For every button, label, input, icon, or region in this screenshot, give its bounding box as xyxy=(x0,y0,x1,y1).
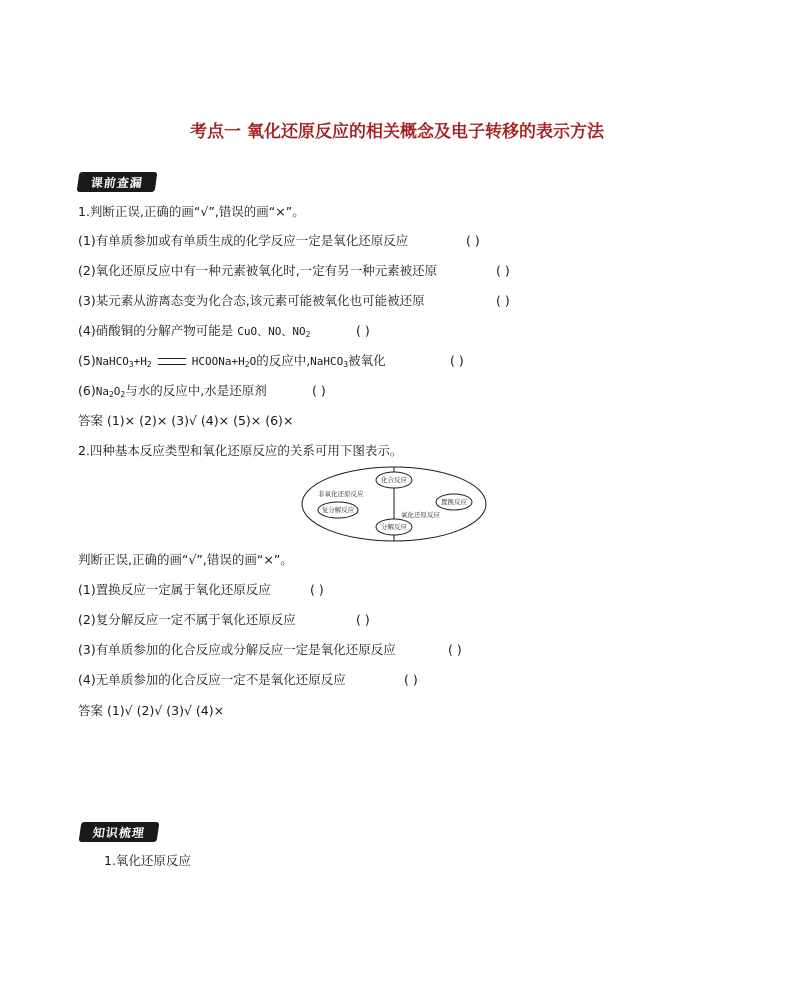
label-redox: 氧化还原反应 xyxy=(401,511,440,519)
label-combination: 化合反应 xyxy=(381,476,407,484)
formula-reactants: $NaHCO_3+H_2$ xyxy=(95,355,152,369)
question-2-4: (4)无单质参加的化合反应一定不是氧化还原反应 xyxy=(78,672,346,687)
answer-blank-1-3: ( ) xyxy=(496,293,510,308)
question-1-2: (2)氧化还原反应中有一种元素被氧化时,一定有另一种元素被还原 xyxy=(78,263,438,278)
answer-blank-2-2: ( ) xyxy=(356,612,370,627)
question-2-3: (3)有单质参加的化合反应或分解反应一定是氧化还原反应 xyxy=(78,642,396,657)
question-2-2: (2)复分解反应一定不属于氧化还原反应 xyxy=(78,612,296,627)
question-1-5: $(5)NaHCO_3+H_2$ $HCOONa+H_2O$的反应中,NaHCO$_3$被氧化 xyxy=(78,353,386,369)
label-displacement: 置换反应 xyxy=(441,498,467,506)
question-1-4 xyxy=(78,323,310,343)
label-non-redox: 非氧化还原反应 xyxy=(318,490,364,498)
section1-answer: 答案 (1)× (2)× (3)√ (4)× (5)× (6)× xyxy=(78,413,294,428)
question-1-1: (1)有单质参加或有单质生成的化学反应一定是氧化还原反应 xyxy=(78,233,409,248)
section1-heading: 1.判断正误,正确的画“√”,错误的画“×”。 xyxy=(78,204,305,219)
answer-blank-2-4: ( ) xyxy=(404,672,418,687)
reaction-type-diagram xyxy=(300,465,488,543)
knowledge-badge: 知识梳理 xyxy=(79,822,160,842)
section3-heading: 1.氧化还原反应 xyxy=(104,853,191,868)
question-1-3: (3)某元素从游离态变为化合态,该元素可能被氧化也可能被还原 xyxy=(78,293,425,308)
formula-oxidized: NaHCO$_3$ xyxy=(310,355,349,369)
answer-blank-1-2: ( ) xyxy=(496,263,510,278)
question-2-1: (1)置换反应一定属于氧化还原反应 xyxy=(78,582,271,597)
answer-blank-1-4: ( ) xyxy=(356,323,370,338)
answer-blank-1-1: ( ) xyxy=(466,233,480,248)
label-decomposition: 分解反应 xyxy=(381,523,407,531)
section2-subheading: 判断正误,正确的画“√”,错误的画“×”。 xyxy=(78,552,293,567)
label-double-decomposition: 复分解反应 xyxy=(321,506,355,514)
question-1-6: $(6)Na_2O_2$与水的反应中,水是还原剂 xyxy=(78,383,267,399)
answer-blank-1-5: ( ) xyxy=(450,353,464,368)
question-1-4-text: (4)硝酸铜的分解产物可能是 xyxy=(78,323,234,338)
formula-na2o2: $Na_2O_2$ xyxy=(95,385,126,399)
reaction-equals-sign xyxy=(158,358,186,365)
answer-blank-2-1: ( ) xyxy=(310,582,324,597)
answer-blank-1-6: ( ) xyxy=(312,383,326,398)
formula-products: $HCOONa+H_2O$ xyxy=(191,355,257,369)
question-1-4-products: CuO、NO、$NO_2$ xyxy=(237,325,311,339)
section2-heading: 2.四种基本反应类型和氧化还原反应的关系可用下图表示。 xyxy=(78,443,403,458)
page-title: 考点一 氧化还原反应的相关概念及电子转移的表示方法 xyxy=(190,122,604,142)
answer-blank-2-3: ( ) xyxy=(448,642,462,657)
section2-answer: 答案 (1)√ (2)√ (3)√ (4)× xyxy=(78,703,225,718)
pre-check-badge: 课前查漏 xyxy=(77,172,158,192)
